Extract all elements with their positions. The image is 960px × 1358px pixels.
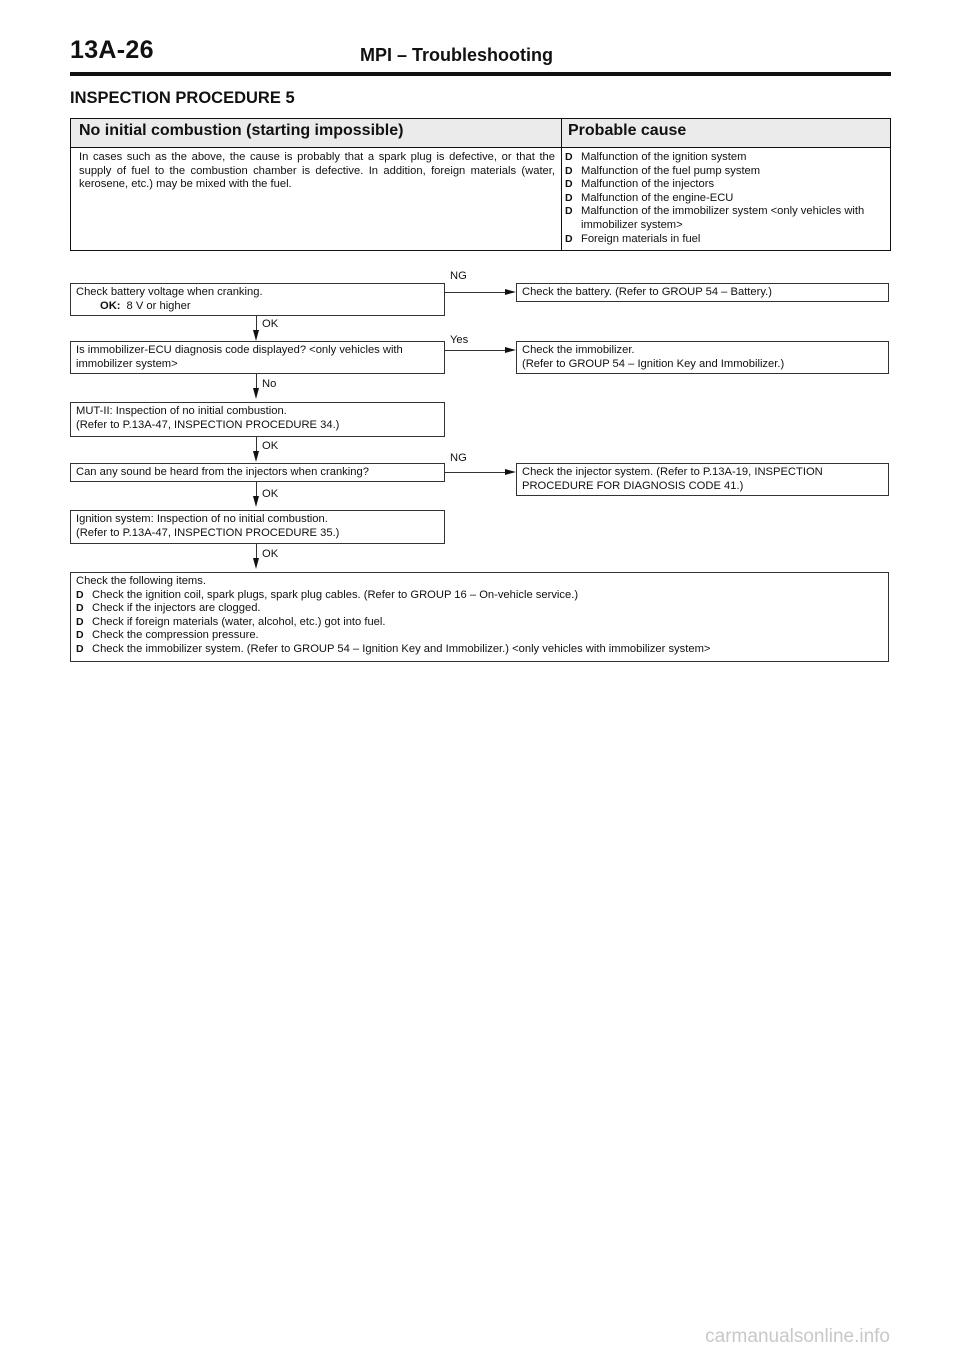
arrow-down-icon	[253, 330, 259, 341]
arrow-down-icon	[253, 496, 259, 507]
bullet-icon: D	[565, 232, 573, 245]
bullet-icon: D	[565, 151, 573, 163]
final-item-list	[76, 589, 883, 657]
branch-battery: Check the battery. (Refer to GROUP 54 – Battery.)	[516, 283, 889, 302]
arrow-down-icon	[253, 558, 259, 569]
bullet-icon: D	[76, 602, 84, 615]
page-number: 13A-26	[70, 36, 154, 64]
list-item: D Check if foreign materials (water, alcohol, etc.) got into fuel.	[76, 615, 386, 628]
cause-item: D Foreign materials in fuel	[565, 232, 701, 245]
final-check-items	[70, 572, 889, 662]
step-immobilizer-code: Is immobilizer-ECU diagnosis code displayed? <only vehicles with immobilizer system>	[70, 341, 445, 374]
section-title: MPI – Troubleshooting	[360, 45, 553, 65]
branch-label: NG	[450, 452, 467, 464]
branch-immobilizer: Check the immobilizer. (Refer to GROUP 54 – Ignition Key and Immobilizer.)	[516, 341, 889, 374]
down-label: No	[262, 378, 277, 390]
arrow-down-icon	[253, 451, 259, 462]
bullet-icon: D	[76, 642, 84, 655]
connector-line	[445, 472, 507, 473]
cause-list	[565, 151, 885, 246]
ok-criteria: OK: 8 V or higher	[100, 299, 191, 312]
arrow-right-icon	[505, 469, 516, 475]
down-label: OK	[262, 440, 279, 452]
symptom-description: In cases such as the above, the cause is probably that a spark plug is defective, or that the supply of fuel to the combustion chamber is defective. In addition, foreign materials (water, kerosene, etc.) may be mixed with the fuel.	[79, 151, 555, 191]
step-injector-sound: Can any sound be heard from the injectors when cranking?	[70, 463, 445, 482]
cause-item: D Malfunction of the ignition system	[565, 151, 747, 163]
bullet-icon: D	[76, 588, 84, 601]
final-title: Check the following items.	[76, 575, 206, 587]
connector-line	[445, 350, 507, 351]
cause-item: D Malfunction of the engine-ECU	[565, 191, 734, 204]
bullet-icon: D	[76, 615, 84, 628]
watermark: carmanualsonline.info	[705, 1326, 890, 1347]
down-label: OK	[262, 488, 279, 500]
symptom-header: No initial combustion (starting impossible)	[79, 122, 404, 139]
arrow-right-icon	[505, 347, 516, 353]
branch-label: NG	[450, 270, 467, 282]
arrow-down-icon	[253, 388, 259, 399]
list-item: D Check the immobilizer system. (Refer to GROUP 54 – Ignition Key and Immobilizer.) <only vehicles with immobilizer system>	[76, 642, 711, 655]
list-item: D Check if the injectors are clogged.	[76, 602, 261, 615]
bullet-icon: D	[76, 629, 84, 642]
step-mut-inspection: MUT-II: Inspection of no initial combustion. (Refer to P.13A-47, INSPECTION PROCEDURE 34.)	[70, 402, 445, 437]
connector-line	[445, 292, 507, 293]
procedure-title: INSPECTION PROCEDURE 5	[70, 89, 295, 107]
down-label: OK	[262, 548, 279, 560]
header-rule	[70, 72, 891, 76]
branch-injector: Check the injector system. (Refer to P.13A-19, INSPECTION PROCEDURE FOR DIAGNOSIS CODE 41.)	[516, 463, 889, 496]
bullet-icon: D	[565, 164, 573, 177]
summary-table	[70, 118, 891, 251]
cause-header: Probable cause	[568, 122, 687, 139]
cause-item: D Malfunction of the immobilizer system <only vehicles with immobilizer system>	[565, 205, 865, 231]
summary-column-divider	[561, 119, 562, 250]
list-item: D Check the compression pressure.	[76, 629, 259, 642]
bullet-icon: D	[565, 205, 573, 218]
step-text: Check battery voltage when cranking.	[76, 286, 263, 298]
down-label: OK	[262, 318, 279, 330]
bullet-icon: D	[565, 178, 573, 191]
step-battery-check	[70, 283, 445, 316]
cause-item: D Malfunction of the injectors	[565, 178, 715, 191]
branch-label: Yes	[450, 334, 469, 346]
list-item: D Check the ignition coil, spark plugs, spark plug cables. (Refer to GROUP 16 – On-vehicle service.)	[76, 588, 579, 601]
arrow-right-icon	[505, 289, 516, 295]
bullet-icon: D	[565, 191, 573, 204]
step-ignition-inspection: Ignition system: Inspection of no initial combustion. (Refer to P.13A-47, INSPECTION PROCEDURE 35.)	[70, 510, 445, 544]
cause-item: D Malfunction of the fuel pump system	[565, 164, 761, 177]
